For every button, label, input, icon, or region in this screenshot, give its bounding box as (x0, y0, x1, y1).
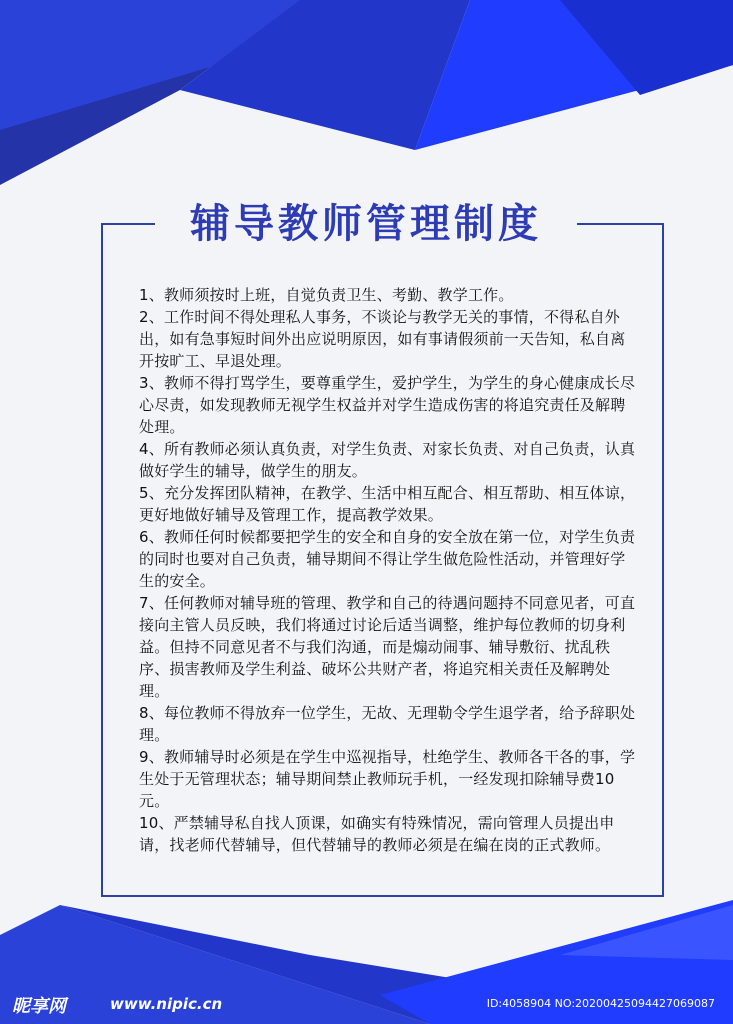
rule-item: 8、每位教师不得放弃一位学生，无故、无理勒令学生退学者，给予辞职处理。 (139, 704, 636, 744)
rule-item: 1、教师须按时上班，自觉负责卫生、考勤、教学工作。 (139, 286, 514, 304)
watermark-logo: 昵享网 (12, 996, 66, 1017)
rule-item: 5、充分发挥团队精神，在教学、生活中相互配合、相互帮助、相互体谅，更好地做好辅导及管理工作，提高教学效果。 (139, 484, 636, 524)
watermark-id: ID:4058904 NO:20200425094427069087 (486, 997, 715, 1010)
rule-item: 7、任何教师对辅导班的管理、教学和自己的待遇问题持不同意见者，可直接向主管人员反映，我们将通过讨论后适当调整，维护每位教师的切身利益。但持不同意见者不与我们沟通，而是煽动闹事、辅导敷衍、扰乱秩序、损害教师及学生利益、破坏公共财产者，将追究相关责任及解聘处理。 (139, 594, 636, 700)
watermark-url: www.nipic.cn (110, 995, 223, 1013)
rule-item: 9、教师辅导时必须是在学生中巡视指导，杜绝学生、教师各干各的事，学生处于无管理状态；辅导期间禁止教师玩手机，一经发现扣除辅导费10元。 (139, 748, 636, 810)
rule-item: 10、严禁辅导私自找人顶课，如确实有特殊情况，需向管理人员提出申请，找老师代替辅导，但代替辅导的教师必须是在编在岗的正式教师。 (139, 814, 615, 854)
rule-item: 6、教师任何时候都要把学生的安全和自身的安全放在第一位，对学生负责的同时也要对自己负责，辅导期间不得让学生做危险性活动，并管理好学生的安全。 (139, 528, 636, 590)
bottom-right-light-shape (560, 905, 733, 960)
rule-item: 2、工作时间不得处理私人事务，不谈论与教学无关的事情，不得私自外出，如有急事短时间外出应说明原因，如有事请假须前一天告知，私自离开按旷工、早退处理。 (139, 308, 626, 370)
rule-item: 3、教师不得打骂学生，要尊重学生，爱护学生，为学生的身心健康成长尽心尽责，如发现教师无视学生权益并对学生造成伤害的将追究责任及解聘处理。 (139, 374, 636, 436)
rules-list (139, 284, 639, 856)
rule-item: 4、所有教师必须认真负责，对学生负责、对家长负责、对自己负责，认真做好学生的辅导，做学生的朋友。 (139, 440, 636, 480)
poster-title: 辅导教师管理制度 (190, 201, 542, 247)
title-banner (155, 193, 577, 255)
